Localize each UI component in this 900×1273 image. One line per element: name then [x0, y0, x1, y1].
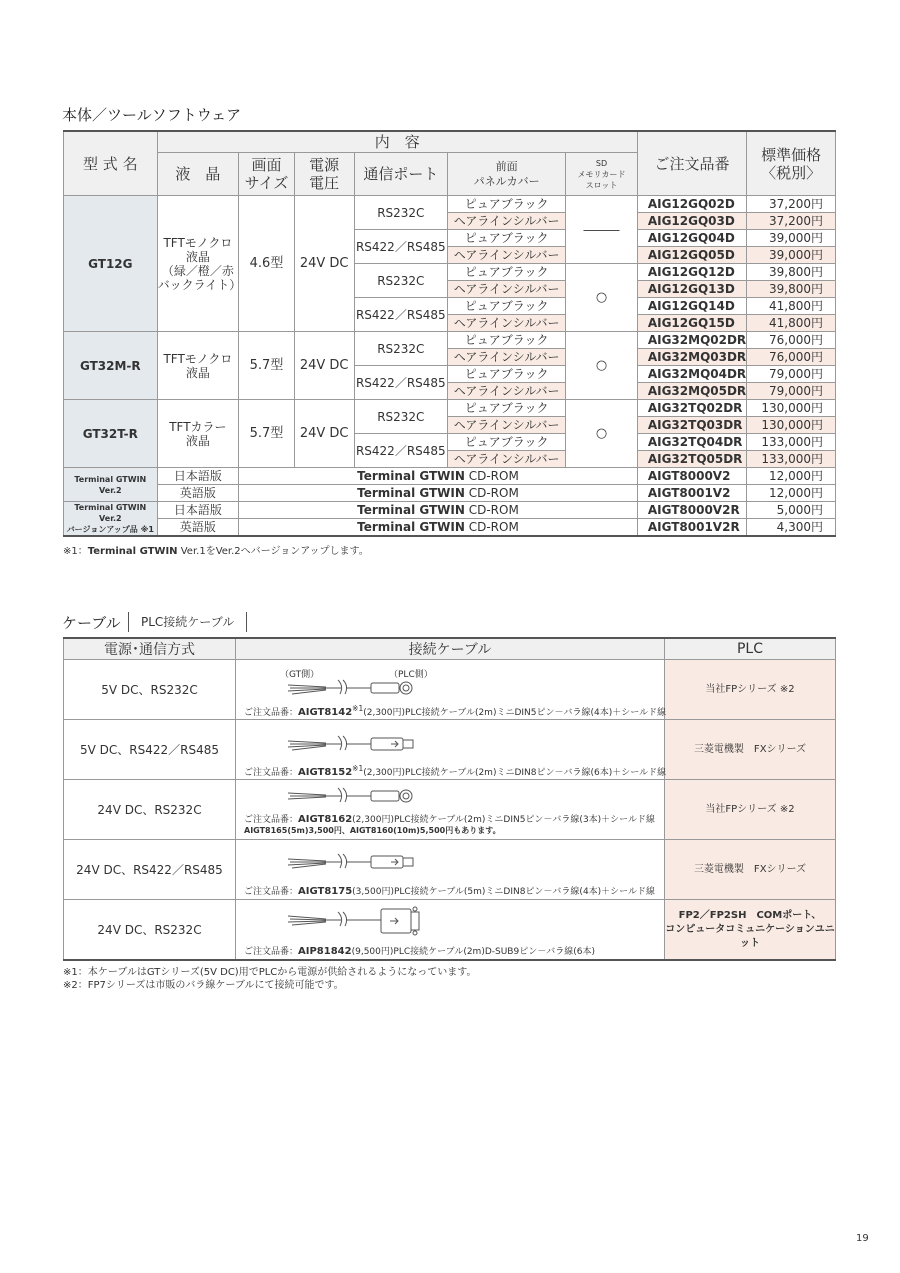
order-code: AIGT8001V2R [637, 519, 746, 537]
port: RS422／RS485 [354, 298, 448, 332]
cover: ピュアブラック [448, 366, 566, 383]
price: 39,000円 [747, 230, 836, 247]
price: 41,800円 [747, 298, 836, 315]
order-code: AIG32TQ05DR [637, 451, 746, 468]
price: 39,800円 [747, 281, 836, 298]
lcd-gt32t-r: TFTカラー 液晶 [157, 400, 239, 468]
order-line: ご注文品番：AIGT8142$^{※1}$(2,300円)PLC接続ケーブル(2m)ミニDIN5ピン－バラ線(4本)＋シールド線 [244, 704, 667, 718]
media: Terminal GTWIN CD-ROM [239, 485, 638, 502]
order-code: AIG12GQ13D [637, 281, 746, 298]
price: 133,000円 [747, 451, 836, 468]
terminal-gtwin: Terminal GTWIN Ver.2 [64, 468, 158, 502]
order-code: AIG12GQ05D [637, 247, 746, 264]
plc-side-label: （PLC側） [389, 670, 433, 680]
order-code: AIG12GQ03D [637, 213, 746, 230]
cover: ピュアブラック [448, 196, 566, 213]
order-code: AIG32MQ03DR [637, 349, 746, 366]
language: 日本語版 [157, 468, 239, 485]
model-gt12g: GT12G [64, 196, 158, 332]
note-cable-2: ※2：FP7シリーズは市販のバラ線ケーブルにて接続可能です。 [63, 980, 344, 991]
plc-cell: FP2／FP2SH COMポート、 コンピュータコミュニケーションユニット [665, 900, 836, 961]
power-comm: 5V DC、RS232C [64, 660, 236, 720]
price: 76,000円 [747, 349, 836, 366]
header-lcd: 液 晶 [157, 153, 239, 196]
price: 5,000円 [747, 502, 836, 519]
header-order: ご注文品番 [637, 131, 746, 196]
order-code: AIG32TQ02DR [637, 400, 746, 417]
cover: ヘアラインシルバー [448, 349, 566, 366]
price: 79,000円 [747, 383, 836, 400]
cover: ヘアラインシルバー [448, 451, 566, 468]
media: Terminal GTWIN CD-ROM [239, 519, 638, 537]
order-code: AIG12GQ14D [637, 298, 746, 315]
port: RS232C [354, 400, 448, 434]
power-comm: 5V DC、RS422／RS485 [64, 720, 236, 780]
language: 英語版 [157, 485, 239, 502]
mini-din-cable-icon [286, 676, 426, 698]
note-1: ※1：Terminal GTWIN Ver.1をVer.2へバージョンアップします。 [63, 546, 369, 557]
cover: ピュアブラック [448, 298, 566, 315]
header-model: 型 式 名 [64, 131, 158, 196]
order-code: AIG12GQ04D [637, 230, 746, 247]
order-code: AIG12GQ02D [637, 196, 746, 213]
model-gt32t-r: GT32T-R [64, 400, 158, 468]
port: RS232C [354, 264, 448, 298]
header-price: 標準価格 〈税別〉 [747, 131, 836, 196]
order-line-extra: AIGT8165(5m)3,500円、AIGT8160(10m)5,500円もあります。 [244, 826, 501, 835]
sd-slot: ○ [566, 400, 638, 468]
order-code: AIGT8000V2 [637, 468, 746, 485]
sd-slot: ○ [566, 332, 638, 400]
cable-cell [236, 780, 665, 840]
d-sub-cable-icon [286, 904, 436, 938]
order-code: AIG12GQ12D [637, 264, 746, 281]
cable-cell [236, 720, 665, 780]
order-code: AIG32TQ03DR [637, 417, 746, 434]
power-comm: 24V DC、RS232C [64, 780, 236, 840]
section-subtitle-cable: PLC接続ケーブル [128, 612, 247, 632]
plc-cell: 三菱電機製 FXシリーズ [665, 840, 836, 900]
plc-cell: 当社FPシリーズ ※2 [665, 780, 836, 840]
cover: ヘアラインシルバー [448, 383, 566, 400]
size-gt12g: 4.6型 [239, 196, 295, 332]
order-line: ご注文品番：AIGT8175(3,500円)PLC接続ケーブル(5m)ミニDIN8ピン－バラ線(4本)＋シールド線 [244, 886, 656, 897]
order-code: AIGT8000V2R [637, 502, 746, 519]
cover: ヘアラインシルバー [448, 315, 566, 332]
header-cable: 接続ケーブル [236, 638, 665, 660]
price: 4,300円 [747, 519, 836, 537]
lcd-gt32m-r: TFTモノクロ 液晶 [157, 332, 239, 400]
port: RS232C [354, 196, 448, 230]
mini-din-cable-icon [286, 784, 426, 806]
price: 12,000円 [747, 468, 836, 485]
header-port: 通信ポート [354, 153, 448, 196]
cover: ヘアラインシルバー [448, 417, 566, 434]
order-line: ご注文品番：AIGT8152$^{※1}$(2,300円)PLC接続ケーブル(2m)ミニDIN8ピン－バラ線(6本)＋シールド線 [244, 764, 667, 778]
price: 133,000円 [747, 434, 836, 451]
header-content: 内 容 [157, 131, 637, 153]
model-gt32m-r: GT32M-R [64, 332, 158, 400]
order-code: AIG32MQ04DR [637, 366, 746, 383]
price: 130,000円 [747, 400, 836, 417]
power-comm: 24V DC、RS232C [64, 900, 236, 961]
gt-side-label: （GT側） [280, 670, 320, 680]
cable-cell [236, 840, 665, 900]
price: 130,000円 [747, 417, 836, 434]
terminal-gtwin-upgrade: Terminal GTWIN Ver.2 バージョンアップ品 ※1 [64, 502, 158, 537]
cable-cell [236, 660, 665, 720]
order-code: AIG32MQ02DR [637, 332, 746, 349]
header-power: 電源 電圧 [294, 153, 354, 196]
order-code: AIG12GQ15D [637, 315, 746, 332]
media: Terminal GTWIN CD-ROM [239, 468, 638, 485]
section-title-main: 本体／ツールソフトウェア [62, 106, 242, 124]
port: RS232C [354, 332, 448, 366]
price: 39,800円 [747, 264, 836, 281]
order-code: AIG32TQ04DR [637, 434, 746, 451]
price: 79,000円 [747, 366, 836, 383]
port: RS422／RS485 [354, 230, 448, 264]
price: 12,000円 [747, 485, 836, 502]
header-sd: SD メモリカード スロット [566, 153, 638, 196]
cable-table [63, 637, 836, 961]
sd-slot: ○ [566, 264, 638, 332]
cover: ピュアブラック [448, 230, 566, 247]
order-line: ご注文品番：AIGT8162(2,300円)PLC接続ケーブル(2m)ミニDIN5ピン－バラ線(3本)＋シールド線 [244, 814, 656, 825]
section-title-cable: ケーブル [62, 614, 121, 632]
header-cover: 前面 パネルカバー [448, 153, 566, 196]
port: RS422／RS485 [354, 434, 448, 468]
header-plc: PLC [665, 638, 836, 660]
mini-din-cable-icon [286, 732, 426, 754]
page-number: 19 [856, 1233, 869, 1244]
price: 37,200円 [747, 213, 836, 230]
size-gt32m-r: 5.7型 [239, 332, 295, 400]
language: 英語版 [157, 519, 239, 537]
cover: ピュアブラック [448, 264, 566, 281]
lcd-gt12g: TFTモノクロ 液晶 （緑／橙／赤 バックライト） [157, 196, 239, 332]
voltage-gt32m-r: 24V DC [294, 332, 354, 400]
header-screen: 画面 サイズ [239, 153, 295, 196]
voltage-gt12g: 24V DC [294, 196, 354, 332]
mini-din-cable-icon [286, 850, 426, 872]
language: 日本語版 [157, 502, 239, 519]
plc-cell: 三菱電機製 FXシリーズ [665, 720, 836, 780]
main-unit-table [63, 130, 836, 537]
cover: ピュアブラック [448, 434, 566, 451]
note-cable-1: ※1：本ケーブルはGTシリーズ(5V DC)用でPLCから電源が供給されるようになっています。 [63, 967, 477, 978]
cover: ヘアラインシルバー [448, 281, 566, 298]
plc-cell: 当社FPシリーズ ※2 [665, 660, 836, 720]
voltage-gt32t-r: 24V DC [294, 400, 354, 468]
size-gt32t-r: 5.7型 [239, 400, 295, 468]
order-line: ご注文品番：AIP81842(9,500円)PLC接続ケーブル(2m)D-SUB9ピン－バラ線(6本) [244, 946, 595, 957]
sd-slot: ――― [566, 196, 638, 264]
price: 37,200円 [747, 196, 836, 213]
order-code: AIGT8001V2 [637, 485, 746, 502]
order-code: AIG32MQ05DR [637, 383, 746, 400]
media: Terminal GTWIN CD-ROM [239, 502, 638, 519]
port: RS422／RS485 [354, 366, 448, 400]
price: 41,800円 [747, 315, 836, 332]
header-power-comm: 電源･通信方式 [64, 638, 236, 660]
cover: ヘアラインシルバー [448, 213, 566, 230]
cover: ピュアブラック [448, 332, 566, 349]
cover: ピュアブラック [448, 400, 566, 417]
price: 39,000円 [747, 247, 836, 264]
price: 76,000円 [747, 332, 836, 349]
cover: ヘアラインシルバー [448, 247, 566, 264]
cable-cell [236, 900, 665, 961]
power-comm: 24V DC、RS422／RS485 [64, 840, 236, 900]
